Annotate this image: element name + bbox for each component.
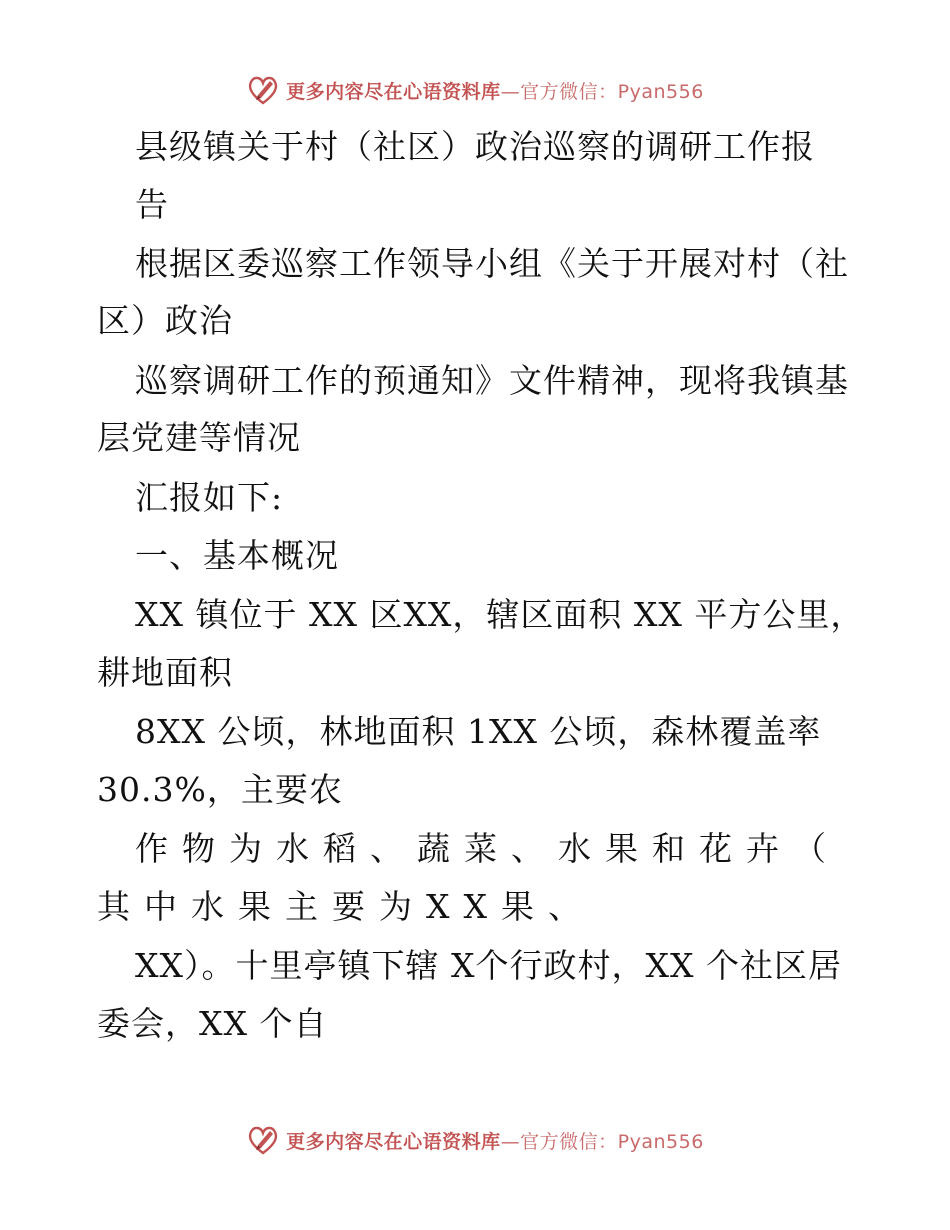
doc-paragraph-line: 8XX 公顷，林地面积 1XX 公顷，森林覆盖率 <box>135 712 822 751</box>
watermark-text <box>286 1127 704 1154</box>
doc-paragraph-line: XX 镇位于 XX 区XX，辖区面积 XX 平方公里， <box>135 595 865 634</box>
doc-paragraph-line: 其中水果主要为XX果、 <box>97 887 595 926</box>
watermark-contact: 官方微信：Pyan556 <box>520 80 704 103</box>
doc-paragraph-line: 汇报如下: <box>135 478 284 517</box>
watermark-footer <box>0 1120 950 1160</box>
watermark-brand: 更多内容尽在心语资料库 <box>286 1130 501 1153</box>
watermark-brand: 更多内容尽在心语资料库 <box>286 80 501 103</box>
doc-paragraph-line: 30.3%，主要农 <box>97 770 343 809</box>
doc-paragraph-line: 耕地面积 <box>97 653 233 692</box>
doc-paragraph-line: 巡察调研工作的预通知》文件精神，现将我镇基 <box>135 361 849 400</box>
doc-paragraph-line: 作物为水稻、蔬菜、水果和花卉（ <box>135 829 840 868</box>
doc-title-line-2: 告 <box>135 185 169 224</box>
doc-paragraph-line: 根据区委巡察工作领导小组《关于开展对村（社 <box>135 244 849 283</box>
doc-paragraph-line: XX）。十里亭镇下辖 X个行政村，XX 个社区居 <box>135 946 842 985</box>
heart-pen-logo-icon <box>246 1123 280 1157</box>
doc-title-line-1: 县级镇关于村（社区）政治巡察的调研工作报 <box>135 127 815 166</box>
watermark-dash: — <box>500 80 521 103</box>
doc-paragraph-line: 区）政治 <box>97 301 233 340</box>
doc-section-heading: 一、基本概况 <box>135 536 339 575</box>
doc-paragraph-line: 层党建等情况 <box>97 418 301 457</box>
watermark-dash: — <box>500 1130 521 1153</box>
watermark-contact: 官方微信：Pyan556 <box>520 1130 704 1153</box>
doc-paragraph-line: 委会，XX 个自 <box>97 1004 328 1043</box>
